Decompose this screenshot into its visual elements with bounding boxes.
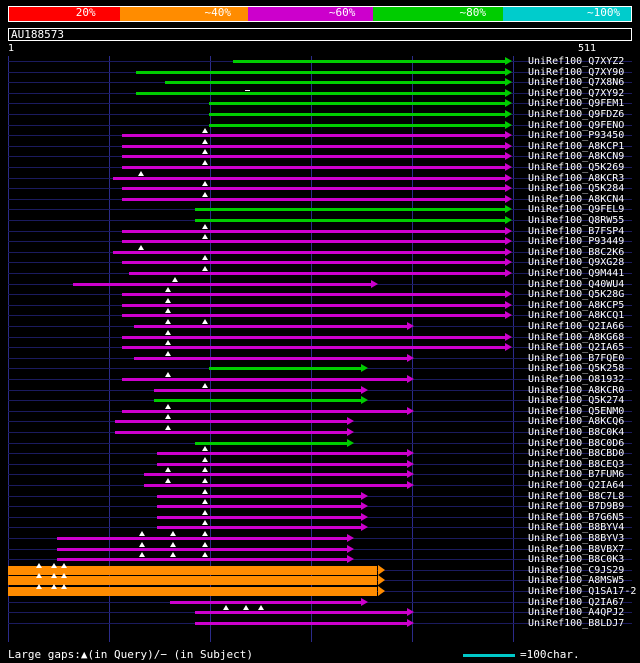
- hit-label[interactable]: UniRef100_Q9FEM1: [528, 98, 625, 110]
- hit-row[interactable]: [8, 109, 632, 120]
- legend-label-1: ~40%: [204, 6, 231, 19]
- query-gap-marker-icon: [51, 573, 57, 578]
- scale-label: =100char.: [520, 648, 580, 661]
- hsp-arrow-icon: [361, 396, 368, 404]
- hit-row[interactable]: [8, 300, 632, 311]
- hsp-bar[interactable]: [115, 431, 347, 434]
- hsp-arrow-icon: [505, 163, 512, 171]
- hsp-bar[interactable]: [144, 484, 407, 487]
- hit-label[interactable]: UniRef100_Q2IA64: [528, 480, 625, 491]
- hit-label[interactable]: UniRef100_Q5K258: [528, 363, 625, 375]
- hsp-bar[interactable]: [209, 367, 362, 370]
- hit-row[interactable]: [8, 544, 632, 555]
- hsp-bar[interactable]: [122, 155, 506, 158]
- hsp-bar[interactable]: [195, 219, 506, 222]
- hsp-bar[interactable]: [195, 611, 407, 614]
- query-gap-marker-icon: [170, 531, 176, 536]
- query-bar: [8, 28, 632, 41]
- hit-row[interactable]: [8, 618, 632, 629]
- hit-label[interactable]: UniRef100_Q5K269: [528, 162, 625, 173]
- hit-row[interactable]: [8, 469, 632, 480]
- hsp-bar[interactable]: [122, 378, 407, 381]
- hsp-arrow-icon: [505, 174, 512, 182]
- hit-row[interactable]: [8, 448, 632, 459]
- hit-label[interactable]: UniRef100_A8KCQ6: [528, 416, 625, 428]
- hit-row[interactable]: [8, 522, 632, 533]
- hit-row[interactable]: [8, 459, 632, 470]
- hsp-bar[interactable]: [122, 410, 407, 413]
- hsp-bar[interactable]: [122, 230, 506, 233]
- query-gap-marker-icon: [202, 181, 208, 186]
- hit-row[interactable]: [8, 173, 632, 184]
- hit-row[interactable]: [8, 268, 632, 279]
- query-gap-marker-icon: [51, 584, 57, 589]
- hsp-bar[interactable]: [122, 261, 506, 264]
- query-gap-marker-icon: [202, 467, 208, 472]
- hsp-bar[interactable]: [209, 113, 505, 116]
- hsp-arrow-icon: [347, 534, 354, 542]
- hit-label[interactable]: UniRef100_B8C2K6: [528, 246, 625, 258]
- hit-row[interactable]: [8, 406, 632, 417]
- hsp-bar[interactable]: [57, 537, 347, 540]
- hsp-arrow-icon: [505, 205, 512, 213]
- hsp-bar[interactable]: [122, 240, 506, 243]
- hsp-arrow-icon: [505, 333, 512, 341]
- query-gap-marker-icon: [165, 425, 171, 430]
- hsp-arrow-icon: [505, 89, 512, 97]
- hsp-bar[interactable]: [122, 134, 506, 137]
- subject-gap-marker-icon: [245, 90, 250, 91]
- hit-row[interactable]: [8, 480, 632, 491]
- hsp-bar[interactable]: [122, 145, 506, 148]
- query-gap-marker-icon: [202, 160, 208, 165]
- query-name: AU188573: [11, 28, 64, 41]
- query-gap-marker-icon: [165, 340, 171, 345]
- hit-row[interactable]: [8, 321, 632, 332]
- hit-row[interactable]: [8, 56, 632, 67]
- hsp-bar[interactable]: [195, 208, 506, 211]
- hsp-bar[interactable]: [157, 452, 407, 455]
- hit-row[interactable]: [8, 310, 632, 321]
- hsp-arrow-icon: [407, 470, 414, 478]
- hit-row[interactable]: [8, 130, 632, 141]
- hit-label[interactable]: UniRef100_Q7XY90: [528, 66, 625, 78]
- query-gap-marker-icon: [165, 330, 171, 335]
- hsp-bar[interactable]: [122, 187, 506, 190]
- hit-row[interactable]: [8, 88, 632, 99]
- hit-label[interactable]: UniRef100_A8KCR0: [528, 384, 625, 396]
- hit-row[interactable]: [8, 204, 632, 215]
- hit-label[interactable]: UniRef100_B8BYV3: [528, 533, 625, 544]
- hit-label[interactable]: UniRef100_Q2IA65: [528, 342, 625, 354]
- query-gap-marker-icon: [36, 573, 42, 578]
- query-gap-marker-icon: [51, 563, 57, 568]
- hsp-arrow-icon: [505, 343, 512, 351]
- query-gap-marker-icon: [36, 584, 42, 589]
- hsp-arrow-icon: [505, 99, 512, 107]
- hit-label[interactable]: UniRef100_A8KCP1: [528, 140, 625, 152]
- hit-row[interactable]: [8, 141, 632, 152]
- hsp-bar[interactable]: [115, 420, 347, 423]
- query-gap-marker-icon: [165, 308, 171, 313]
- hsp-arrow-icon: [378, 575, 385, 585]
- hit-label[interactable]: UniRef100_Q8RW55: [528, 215, 625, 226]
- hsp-arrow-icon: [505, 131, 512, 139]
- hit-row[interactable]: [8, 501, 632, 512]
- legend-label-3: ~80%: [459, 6, 486, 19]
- hsp-bar[interactable]: [57, 558, 347, 561]
- hit-label[interactable]: UniRef100_A8KCP5: [528, 299, 625, 311]
- query-gap-marker-icon: [202, 531, 208, 536]
- hsp-arrow-icon: [505, 237, 512, 245]
- hit-label[interactable]: UniRef100_Q5ENM0: [528, 405, 625, 417]
- query-gap-marker-icon: [258, 605, 264, 610]
- hit-row[interactable]: [8, 607, 632, 618]
- hit-label[interactable]: UniRef100_Q2IA66: [528, 321, 625, 332]
- hit-label[interactable]: UniRef100_B8C0K3: [528, 554, 625, 566]
- query-gap-marker-icon: [223, 605, 229, 610]
- hit-row[interactable]: [8, 120, 632, 131]
- ruler-end-label: 511: [578, 43, 597, 54]
- hsp-arrow-icon: [347, 428, 354, 436]
- hsp-arrow-icon: [378, 586, 385, 596]
- query-gap-marker-icon: [165, 467, 171, 472]
- hsp-bar[interactable]: [122, 336, 506, 339]
- hsp-arrow-icon: [505, 142, 512, 150]
- hit-row[interactable]: [8, 565, 632, 576]
- hit-label[interactable]: UniRef100_A4QPJ2: [528, 607, 625, 619]
- hsp-arrow-icon: [361, 492, 368, 500]
- hsp-bar[interactable]: [134, 357, 407, 360]
- hit-label[interactable]: UniRef100_Q7XY92: [528, 87, 625, 99]
- hit-label[interactable]: UniRef100_P93450: [528, 130, 625, 142]
- hit-row[interactable]: [8, 353, 632, 364]
- hit-label[interactable]: UniRef100_Q2IA67: [528, 596, 625, 608]
- hit-row[interactable]: [8, 512, 632, 523]
- query-gap-marker-icon: [139, 542, 145, 547]
- hit-label[interactable]: UniRef100_B7G6N5: [528, 511, 625, 523]
- hit-label[interactable]: UniRef100_A8KCR3: [528, 172, 625, 184]
- query-gap-marker-icon: [202, 457, 208, 462]
- hit-label[interactable]: UniRef100_Q9FEL9: [528, 204, 625, 216]
- query-gap-marker-icon: [172, 277, 178, 282]
- hsp-arrow-icon: [505, 57, 512, 65]
- hsp-bar[interactable]: [134, 325, 407, 328]
- hit-row[interactable]: [8, 342, 632, 353]
- hsp-arrow-icon: [407, 375, 414, 383]
- hit-row[interactable]: [8, 554, 632, 565]
- hit-row[interactable]: [8, 289, 632, 300]
- query-gap-marker-icon: [202, 383, 208, 388]
- query-gap-marker-icon: [202, 478, 208, 483]
- hsp-bar[interactable]: [195, 442, 348, 445]
- hsp-bar[interactable]: [165, 81, 506, 84]
- query-gap-marker-icon: [139, 552, 145, 557]
- query-gap-marker-icon: [202, 319, 208, 324]
- alignment-plot: [8, 56, 637, 642]
- query-gap-marker-icon: [202, 128, 208, 133]
- hit-label[interactable]: UniRef100_B7D9B9: [528, 501, 625, 513]
- hsp-arrow-icon: [505, 78, 512, 86]
- hsp-bar[interactable]: [154, 389, 361, 392]
- hsp-arrow-icon: [505, 195, 512, 203]
- hit-row[interactable]: [8, 183, 632, 194]
- hsp-bar[interactable]: [154, 399, 361, 402]
- hsp-bar[interactable]: [122, 314, 506, 317]
- hit-row[interactable]: [8, 438, 632, 449]
- hsp-bar[interactable]: [233, 60, 506, 63]
- hsp-bar[interactable]: [144, 473, 407, 476]
- hsp-arrow-icon: [505, 68, 512, 76]
- hit-label[interactable]: UniRef100_C9JS29: [528, 564, 625, 576]
- query-gap-marker-icon: [202, 224, 208, 229]
- footer: [8, 648, 632, 662]
- hit-row[interactable]: [8, 194, 632, 205]
- legend-label-2: ~60%: [328, 6, 356, 19]
- hsp-bar[interactable]: [170, 601, 362, 604]
- hsp-bar[interactable]: [157, 516, 362, 519]
- hsp-arrow-icon: [407, 619, 414, 627]
- hit-label[interactable]: UniRef100_B8CBD0: [528, 448, 625, 460]
- hsp-bar[interactable]: [209, 124, 505, 127]
- hsp-bar[interactable]: [113, 177, 505, 180]
- hsp-arrow-icon: [505, 269, 512, 277]
- hsp-bar[interactable]: [195, 622, 407, 625]
- hit-row[interactable]: [8, 226, 632, 237]
- hit-label[interactable]: UniRef100_Q9M441: [528, 268, 625, 279]
- hsp-arrow-icon: [361, 523, 368, 531]
- hsp-bar[interactable]: [136, 71, 506, 74]
- hit-label[interactable]: UniRef100_A8KCN4: [528, 193, 625, 205]
- hsp-arrow-icon: [505, 301, 512, 309]
- hit-row[interactable]: [8, 363, 632, 374]
- hsp-arrow-icon: [505, 184, 512, 192]
- hit-label[interactable]: UniRef100_Q7XYZ2: [528, 56, 625, 67]
- query-gap-marker-icon: [202, 192, 208, 197]
- hsp-arrow-icon: [371, 280, 378, 288]
- hsp-arrow-icon: [361, 502, 368, 510]
- query-gap-marker-icon: [202, 489, 208, 494]
- hit-label[interactable]: UniRef100_B8C0K4: [528, 427, 625, 438]
- hsp-bar[interactable]: [122, 166, 506, 169]
- hit-label[interactable]: UniRef100_A8KCN9: [528, 151, 625, 163]
- hsp-bar[interactable]: [157, 505, 362, 508]
- hit-label[interactable]: UniRef100_O81932: [528, 374, 625, 385]
- hit-label[interactable]: UniRef100_B8C7L8: [528, 490, 625, 502]
- hsp-arrow-icon: [407, 354, 414, 362]
- query-gap-marker-icon: [202, 446, 208, 451]
- hsp-arrow-icon: [347, 417, 354, 425]
- gaps-note: Large gaps:▲(in Query)/− (in Subject): [8, 648, 254, 661]
- hsp-arrow-icon: [361, 386, 368, 394]
- hit-label[interactable]: UniRef100_Q5K274: [528, 395, 625, 407]
- hsp-arrow-icon: [347, 545, 354, 553]
- hsp-arrow-icon: [505, 216, 512, 224]
- query-gap-marker-icon: [202, 266, 208, 271]
- hsp-arrow-icon: [361, 364, 368, 372]
- query-gap-marker-icon: [61, 563, 67, 568]
- query-gap-marker-icon: [202, 234, 208, 239]
- query-gap-marker-icon: [202, 499, 208, 504]
- hsp-arrow-icon: [407, 460, 414, 468]
- hsp-arrow-icon: [505, 290, 512, 298]
- hit-row[interactable]: [8, 151, 632, 162]
- query-gap-marker-icon: [243, 605, 249, 610]
- hit-label[interactable]: UniRef100_B7FSP4: [528, 225, 625, 237]
- hit-row[interactable]: [8, 279, 632, 290]
- hit-row[interactable]: [8, 597, 632, 608]
- query-gap-marker-icon: [138, 171, 144, 176]
- hsp-arrow-icon: [407, 481, 414, 489]
- hit-row[interactable]: [8, 98, 632, 109]
- hsp-arrow-icon: [378, 565, 385, 575]
- query-gap-marker-icon: [165, 351, 171, 356]
- hit-row[interactable]: [8, 332, 632, 343]
- hsp-bar[interactable]: [157, 495, 362, 498]
- identity-color-legend: [8, 6, 632, 22]
- hit-row[interactable]: [8, 236, 632, 247]
- hit-row[interactable]: [8, 215, 632, 226]
- hit-row[interactable]: [8, 533, 632, 544]
- hsp-arrow-icon: [505, 121, 512, 129]
- hit-label[interactable]: UniRef100_B8C0D6: [528, 437, 625, 449]
- hsp-arrow-icon: [347, 555, 354, 563]
- hsp-arrow-icon: [505, 258, 512, 266]
- query-gap-marker-icon: [202, 149, 208, 154]
- query-gap-marker-icon: [202, 552, 208, 557]
- query-gap-marker-icon: [61, 584, 67, 589]
- hsp-arrow-icon: [347, 439, 354, 447]
- legend-label-4: ~100%: [587, 6, 621, 19]
- hit-row[interactable]: [8, 67, 632, 78]
- query-gap-marker-icon: [165, 404, 171, 409]
- query-gap-marker-icon: [202, 510, 208, 515]
- query-gap-marker-icon: [165, 372, 171, 377]
- hit-label[interactable]: UniRef100_B8CEQ3: [528, 458, 625, 470]
- query-gap-marker-icon: [202, 520, 208, 525]
- query-gap-marker-icon: [138, 245, 144, 250]
- query-gap-marker-icon: [165, 298, 171, 303]
- hsp-bar[interactable]: [122, 346, 506, 349]
- query-ruler: [8, 43, 632, 55]
- hit-label[interactable]: UniRef100_B7FUM6: [528, 469, 625, 481]
- hsp-arrow-icon: [407, 449, 414, 457]
- hit-label[interactable]: UniRef100_Q9FENO: [528, 119, 625, 131]
- hsp-arrow-icon: [407, 322, 414, 330]
- query-gap-marker-icon: [139, 531, 145, 536]
- ruler-start-label: 1: [8, 43, 15, 54]
- hit-label[interactable]: UniRef100_A8KCQ1: [528, 310, 625, 322]
- hit-row[interactable]: [8, 586, 637, 597]
- hit-label[interactable]: UniRef100_P93449: [528, 236, 625, 248]
- hit-row[interactable]: [8, 427, 632, 438]
- hsp-arrow-icon: [505, 110, 512, 118]
- hsp-arrow-icon: [361, 598, 368, 606]
- query-gap-marker-icon: [170, 552, 176, 557]
- hit-label[interactable]: UniRef100_Q1SA17-2: [528, 586, 637, 597]
- hit-row[interactable]: [8, 374, 632, 385]
- query-gap-marker-icon: [202, 542, 208, 547]
- hit-row[interactable]: [8, 395, 632, 406]
- hit-label[interactable]: UniRef100_Q7X8N6: [528, 77, 625, 89]
- hit-row[interactable]: [8, 416, 632, 427]
- hsp-bar[interactable]: [122, 293, 506, 296]
- hsp-bar[interactable]: [57, 548, 347, 551]
- query-gap-marker-icon: [165, 478, 171, 483]
- hsp-bar[interactable]: [129, 272, 505, 275]
- hit-row[interactable]: [8, 247, 632, 258]
- hsp-bar[interactable]: [122, 304, 506, 307]
- hit-label[interactable]: UniRef100_Q9XG28: [528, 257, 625, 269]
- hit-label[interactable]: UniRef100_B8VBX7: [528, 543, 625, 555]
- hsp-bar[interactable]: [73, 283, 371, 286]
- hit-label[interactable]: UniRef100_Q5K284: [528, 183, 625, 195]
- hit-row[interactable]: [8, 575, 632, 586]
- hsp-bar[interactable]: [122, 198, 506, 201]
- query-gap-marker-icon: [165, 287, 171, 292]
- hsp-arrow-icon: [407, 407, 414, 415]
- query-gap-marker-icon: [202, 255, 208, 260]
- query-gap-marker-icon: [202, 139, 208, 144]
- query-gap-marker-icon: [36, 563, 42, 568]
- query-gap-marker-icon: [165, 414, 171, 419]
- hsp-bar[interactable]: [157, 526, 362, 529]
- hsp-arrow-icon: [361, 513, 368, 521]
- query-gap-marker-icon: [165, 319, 171, 324]
- query-gap-marker-icon: [61, 573, 67, 578]
- hsp-bar[interactable]: [113, 251, 505, 254]
- query-gap-marker-icon: [170, 542, 176, 547]
- hsp-arrow-icon: [407, 608, 414, 616]
- hit-row[interactable]: [8, 257, 632, 268]
- hit-row[interactable]: [8, 491, 632, 502]
- hsp-bar[interactable]: [157, 463, 407, 466]
- hit-label[interactable]: UniRef100_A8MSW5: [528, 575, 625, 587]
- hsp-arrow-icon: [505, 227, 512, 235]
- hit-label[interactable]: UniRef100_B8BYV4: [528, 522, 625, 534]
- hit-label[interactable]: UniRef100_A8KG68: [528, 331, 625, 343]
- hsp-arrow-icon: [505, 248, 512, 256]
- hit-row[interactable]: [8, 385, 632, 396]
- legend-segment-0: [9, 7, 120, 21]
- hit-row[interactable]: [8, 77, 632, 88]
- legend-label-0: 20%: [75, 6, 96, 19]
- scale-bar-icon: [463, 654, 515, 657]
- hit-label[interactable]: UniRef100_Q40WU4: [528, 278, 625, 290]
- hit-label[interactable]: UniRef100_Q9FDZ6: [528, 109, 625, 120]
- hsp-arrow-icon: [505, 152, 512, 160]
- hit-row[interactable]: [8, 162, 632, 173]
- hsp-bar[interactable]: [136, 92, 506, 95]
- hsp-bar[interactable]: [209, 102, 505, 105]
- hit-label[interactable]: UniRef100_Q5K28G: [528, 289, 625, 301]
- hit-label[interactable]: UniRef100_B8LDJ7: [528, 617, 625, 629]
- hit-label[interactable]: UniRef100_B7FQE0: [528, 352, 625, 364]
- hsp-arrow-icon: [505, 311, 512, 319]
